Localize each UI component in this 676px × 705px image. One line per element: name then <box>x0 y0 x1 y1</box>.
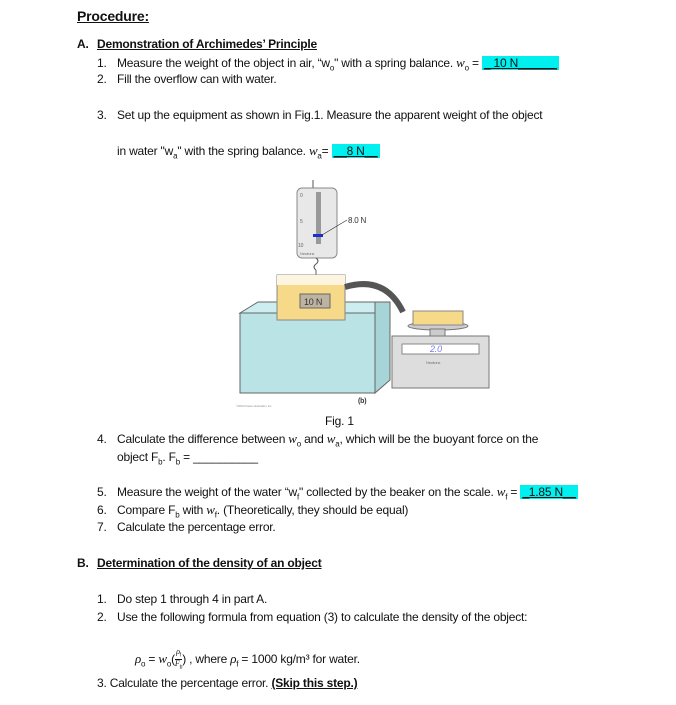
mass-label: 10 N <box>304 297 323 307</box>
step-text: with <box>179 503 207 517</box>
f-b: F <box>174 659 180 669</box>
skip-note: (Skip this step.) <box>271 676 358 690</box>
step-a4 <box>97 431 538 451</box>
step-text: and <box>301 432 327 446</box>
step-b2 <box>97 610 527 625</box>
variable: w <box>288 431 297 446</box>
variable: w <box>326 431 336 446</box>
variable: w <box>456 55 465 70</box>
rho-f: ρ <box>230 651 237 667</box>
copyright: ©2010 Pearson Education, Inc. <box>236 404 272 408</box>
density-formula: $\rho_o = w_o$( $\frac{\rho_f}{F_b}$ ) , where $\rho_f = 1000$ kg/m³ for water. <box>135 647 360 671</box>
figure-caption: Fig. 1 <box>325 414 354 428</box>
water-density: = 1000 kg/m³ for water. <box>238 652 360 667</box>
equals: = <box>507 485 521 499</box>
variable: w <box>206 502 215 517</box>
variable: w <box>308 143 318 158</box>
denominator <box>175 660 182 671</box>
tick-label: 5 <box>300 219 303 225</box>
subscript: f <box>505 492 508 502</box>
figure-archimedes-setup <box>230 180 510 420</box>
equals: = <box>468 56 482 70</box>
step-text: in water "w <box>117 144 174 158</box>
subscript: o <box>141 659 146 669</box>
step-text: . (Theoretically, they should be equal) <box>216 503 409 517</box>
step-text: Measure the weight of the water “w <box>117 485 297 499</box>
answer-wf[interactable]: _1.85 N__ <box>522 485 576 499</box>
step-number: 2. <box>97 72 107 86</box>
part-a-heading <box>77 37 317 52</box>
step-text: object F <box>117 450 159 464</box>
step-number: 1. <box>97 592 107 606</box>
scale-neck <box>430 329 445 336</box>
part-b-heading <box>77 556 322 571</box>
step-text: Calculate the percentage error. <box>117 520 276 534</box>
step-text: Set up the equipment as shown in Fig.1. Measure the apparent weight of the object <box>117 108 543 122</box>
subscript: b <box>175 510 180 520</box>
subscript: o <box>464 63 469 73</box>
subscript: f <box>179 652 181 659</box>
step-text: Measure the weight of the object in air, “w <box>117 56 330 70</box>
step-text: Compare F <box>117 503 176 517</box>
subscript: f <box>236 659 239 669</box>
step-number: 7. <box>97 520 107 534</box>
fraction <box>175 648 182 672</box>
step-number: 3. <box>97 108 107 122</box>
where-text: , where <box>185 652 231 667</box>
page-title: Procedure: <box>77 8 149 24</box>
subscript: b <box>179 664 183 671</box>
step-number: 5. <box>97 485 107 499</box>
balance-indicator <box>313 234 323 237</box>
scale-reading: 2.0 <box>430 344 442 354</box>
subscript: a <box>317 151 322 161</box>
subscript: a <box>335 439 340 449</box>
balance-reading: 8.0 N <box>348 216 367 225</box>
scale-unit: Newtons <box>426 360 441 365</box>
step-text: " collected by the beaker on the scale. <box>299 485 497 499</box>
step-text: Fill the overflow can with water. <box>117 72 277 86</box>
rho-o: ρ <box>135 651 142 667</box>
subscript: b <box>158 457 163 467</box>
step-b3 <box>97 676 357 691</box>
step-text: , which will be the buoyant force on the <box>339 432 539 446</box>
step-a3-cont <box>117 143 380 163</box>
step-text: Do step 1 through 4 in part A. <box>117 592 268 606</box>
heading-text: Demonstration of Archimedes’ Principle <box>97 37 318 51</box>
block-side <box>375 302 390 393</box>
collecting-beaker <box>413 311 463 325</box>
heading-letter: A. <box>77 37 89 51</box>
answer-fb-blank[interactable]: = __________ <box>180 450 258 464</box>
step-text: " with the spring balance. <box>177 144 309 158</box>
step-a4-cont <box>117 450 258 469</box>
step-text: Use the following formula from equation (3) to calculate the density of the object: <box>117 610 528 624</box>
panel-label: (b) <box>358 398 367 405</box>
heading-letter: B. <box>77 556 89 570</box>
step-number: 4. <box>97 432 107 446</box>
step-b1 <box>97 592 267 607</box>
subscript: o <box>329 63 335 73</box>
variable: w <box>158 651 167 667</box>
step-a3 <box>97 108 542 123</box>
can-air <box>277 275 345 285</box>
subscript: o <box>166 659 172 669</box>
spring-hook <box>314 258 318 270</box>
variable: w <box>496 484 506 499</box>
balance-unit: Newtons <box>300 251 315 256</box>
answer-wa[interactable]: __8 N__ <box>333 144 378 158</box>
tick-label: 10 <box>298 243 304 249</box>
answer-wo[interactable]: _ 10 N______ <box>483 56 557 70</box>
step-a2 <box>97 72 276 87</box>
equals: = <box>145 652 159 667</box>
step-text: 3. Calculate the percentage error. <box>97 676 272 690</box>
step-text: . F <box>162 450 176 464</box>
subscript: f <box>214 510 217 520</box>
step-text: Calculate the difference between <box>117 432 289 446</box>
subscript: b <box>175 457 180 467</box>
subscript: o <box>296 439 302 449</box>
support-block <box>240 313 375 393</box>
step-number: 1. <box>97 56 107 70</box>
rho-f: ρ <box>176 647 180 656</box>
heading-text: Determination of the density of an object <box>97 556 322 570</box>
step-a7 <box>97 520 276 535</box>
step-text: " with a spring balance. <box>334 56 457 70</box>
step-number: 2. <box>97 610 107 624</box>
subscript: f <box>296 492 299 502</box>
tick-label: 0 <box>300 193 303 199</box>
subscript: a <box>173 151 178 161</box>
step-number: 6. <box>97 503 107 517</box>
equals: = <box>321 144 332 158</box>
